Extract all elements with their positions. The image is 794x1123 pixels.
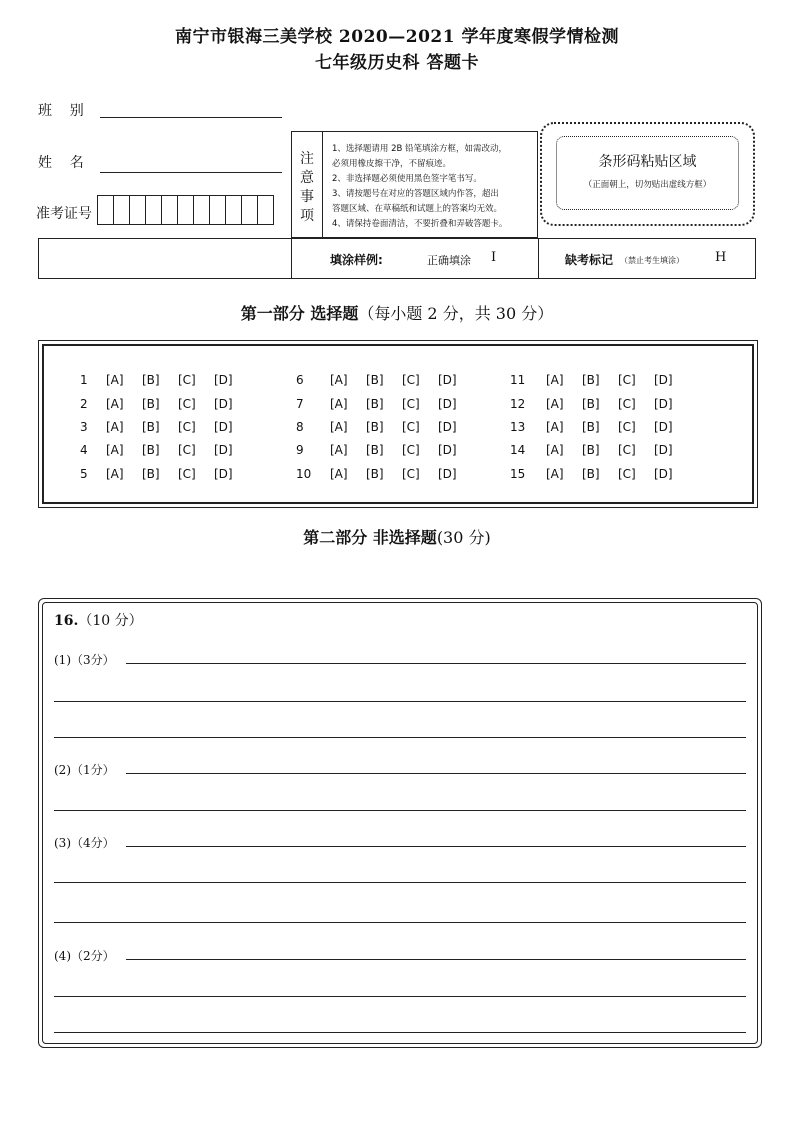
answer-option[interactable]: [B] (366, 443, 384, 457)
answer-option[interactable]: [B] (142, 420, 160, 434)
barcode-hint: （正面朝上，切勿贴出虚线方框） (583, 180, 712, 190)
id-digit-box[interactable] (161, 195, 178, 225)
answer-option[interactable]: [D] (438, 420, 457, 434)
answer-option[interactable]: [D] (214, 397, 233, 411)
answer-option[interactable]: [A] (330, 373, 348, 387)
id-digit-box[interactable] (145, 195, 162, 225)
correct-fill-label: 正确填涂 (427, 254, 471, 267)
name-field[interactable] (100, 172, 282, 173)
answer-area (42, 602, 758, 1044)
question-number: 8 (296, 420, 304, 434)
answer-line[interactable] (54, 996, 746, 997)
answer-line[interactable] (54, 922, 746, 923)
answer-options-row (106, 373, 250, 387)
answer-option[interactable]: [A] (546, 397, 564, 411)
answer-option[interactable]: [D] (214, 443, 233, 457)
answer-option[interactable]: [D] (438, 373, 457, 387)
question-number: 15 (510, 467, 526, 481)
id-digit-box[interactable] (241, 195, 258, 225)
answer-option[interactable]: [D] (214, 467, 233, 481)
answer-option[interactable]: [D] (654, 420, 673, 434)
q16-sub3-label: (3)（4分） (54, 836, 115, 850)
answer-option[interactable]: [A] (330, 443, 348, 457)
barcode-title: 条形码粘贴区域 (598, 154, 697, 170)
id-digit-box[interactable] (97, 195, 114, 225)
question-number: 14 (510, 443, 526, 457)
answer-options-row (330, 443, 474, 457)
id-label: 准考证号 (36, 206, 92, 222)
answer-option[interactable]: [C] (402, 467, 420, 481)
answer-option[interactable]: [B] (142, 397, 160, 411)
q16-sub1-label: (1)（3分） (54, 653, 115, 667)
q16-header (54, 610, 143, 630)
answer-option[interactable]: [B] (582, 443, 600, 457)
answer-option[interactable]: [C] (178, 397, 196, 411)
answer-option[interactable]: [C] (178, 467, 196, 481)
id-digit-box[interactable] (193, 195, 210, 225)
absent-label: 缺考标记 (565, 253, 614, 267)
question-number: 6 (296, 373, 304, 387)
correct-fill-mark: I (491, 250, 497, 265)
answer-line[interactable] (54, 701, 746, 702)
answer-option[interactable]: [B] (582, 373, 600, 387)
name-label: 姓 名 (38, 155, 84, 171)
answer-option[interactable]: [B] (366, 420, 384, 434)
q16-sub2-label: (2)（1分） (54, 763, 115, 777)
answer-options-row (546, 443, 690, 457)
answer-option[interactable]: [D] (438, 397, 457, 411)
notes-heading-char: 事 (300, 189, 314, 205)
answer-option[interactable]: [C] (618, 467, 636, 481)
answer-option[interactable]: [C] (178, 373, 196, 387)
part2-heading (0, 525, 794, 548)
answer-line[interactable] (54, 810, 746, 811)
answer-option[interactable]: [D] (654, 373, 673, 387)
notes-text (332, 142, 535, 232)
question-number: 11 (510, 373, 526, 387)
answer-option[interactable]: [A] (106, 397, 124, 411)
class-field[interactable] (100, 117, 282, 118)
answer-option[interactable]: [A] (106, 420, 124, 434)
part1-title: 第一部分 选择题 (240, 304, 359, 323)
answer-options-row (546, 467, 690, 481)
answer-option[interactable]: [B] (582, 397, 600, 411)
answer-option[interactable]: [B] (142, 467, 160, 481)
id-digit-box[interactable] (257, 195, 274, 225)
answer-options-row (330, 397, 474, 411)
class-label: 班 别 (38, 103, 84, 119)
question-number: 4 (80, 443, 88, 457)
answer-option[interactable]: [C] (618, 443, 636, 457)
answer-option[interactable]: [A] (330, 397, 348, 411)
notes-line: 答题区域、在草稿纸和试题上的答案均无效。 (332, 204, 503, 214)
answer-options-row (546, 373, 690, 387)
q16-score: （10 分） (78, 613, 143, 629)
answer-option[interactable]: [A] (330, 467, 348, 481)
q16-sub4-label: (4)（2分） (54, 949, 115, 963)
answer-options-row (106, 397, 250, 411)
id-number-boxes[interactable] (98, 195, 290, 225)
answer-option[interactable]: [C] (618, 420, 636, 434)
notes-heading-char: 注 (300, 151, 314, 167)
answer-option[interactable]: [A] (546, 443, 564, 457)
answer-option[interactable]: [A] (546, 420, 564, 434)
answer-option[interactable]: [B] (582, 420, 600, 434)
id-digit-box[interactable] (209, 195, 226, 225)
answer-option[interactable]: [C] (402, 420, 420, 434)
question-number: 2 (80, 397, 88, 411)
answer-line[interactable] (126, 959, 746, 960)
answer-options-row (546, 420, 690, 434)
answer-line[interactable] (126, 846, 746, 847)
part1-note: （每小题 2 分，共 30 分） (358, 304, 554, 323)
question-number: 1 (80, 373, 88, 387)
answer-option[interactable]: [C] (178, 443, 196, 457)
answer-option[interactable]: [D] (654, 443, 673, 457)
notes-line: 3、请按题号在对应的答题区域内作答，超出 (332, 189, 499, 199)
notes-heading-char: 意 (300, 170, 314, 186)
answer-option[interactable]: [C] (618, 397, 636, 411)
notes-divider (322, 131, 323, 238)
answer-options-row (330, 420, 474, 434)
id-digit-box[interactable] (177, 195, 194, 225)
barcode-area[interactable] (556, 136, 739, 210)
question-number: 5 (80, 467, 88, 481)
sample-divider-right (538, 238, 539, 279)
absent-mark-box[interactable]: H (715, 250, 727, 265)
page-title: 南宁市银海三美学校 2020—2021 学年度寒假学情检测 (175, 27, 619, 47)
answer-option[interactable]: [C] (402, 443, 420, 457)
notes-heading (296, 150, 318, 226)
id-digit-box[interactable] (113, 195, 130, 225)
answer-options-row (106, 467, 250, 481)
answer-option[interactable]: [C] (402, 397, 420, 411)
answer-option[interactable]: [A] (106, 467, 124, 481)
answer-option[interactable]: [C] (402, 373, 420, 387)
answer-option[interactable]: [B] (366, 373, 384, 387)
answer-option[interactable]: [B] (366, 467, 384, 481)
absent-hint: （禁止考生填涂） (620, 256, 684, 265)
answer-option[interactable]: [D] (438, 443, 457, 457)
answer-option[interactable]: [A] (546, 373, 564, 387)
part2-title: 第二部分 非选择题 (303, 528, 437, 547)
answer-option[interactable]: [D] (654, 467, 673, 481)
question-number: 10 (296, 467, 312, 481)
question-number: 7 (296, 397, 304, 411)
sample-divider-left (291, 238, 292, 279)
answer-option[interactable]: [C] (618, 373, 636, 387)
answer-options-row (330, 467, 474, 481)
answer-option[interactable]: [D] (438, 467, 457, 481)
notes-line: 1、选择题请用 2B 铅笔填涂方框，如需改动， (332, 144, 508, 154)
sample-label: 填涂样例: (330, 253, 383, 267)
answer-option[interactable]: [B] (142, 373, 160, 387)
answer-option[interactable]: [A] (106, 443, 124, 457)
part1-heading (0, 301, 794, 324)
notes-heading-char: 项 (300, 208, 314, 224)
answer-option[interactable]: [B] (142, 443, 160, 457)
answer-option[interactable]: [D] (214, 420, 233, 434)
answer-options-row (106, 420, 250, 434)
answer-line[interactable] (54, 737, 746, 738)
answer-line[interactable] (126, 663, 746, 664)
answer-options-row (546, 397, 690, 411)
answer-option[interactable]: [B] (582, 467, 600, 481)
answer-option[interactable]: [C] (178, 420, 196, 434)
answer-option[interactable]: [A] (330, 420, 348, 434)
answer-option[interactable]: [D] (654, 397, 673, 411)
answer-options-row (330, 373, 474, 387)
answer-option[interactable]: [A] (106, 373, 124, 387)
page-subtitle: 七年级历史科 答题卡 (315, 53, 479, 73)
id-digit-box[interactable] (225, 195, 242, 225)
notes-line: 4、请保持卷面清洁，不要折叠和弄破答题卡。 (332, 219, 508, 229)
id-digit-box[interactable] (129, 195, 146, 225)
answer-line[interactable] (54, 1032, 746, 1033)
part2-note: (30 分) (436, 528, 491, 547)
answer-options-row (106, 443, 250, 457)
answer-line[interactable] (54, 882, 746, 883)
question-number: 13 (510, 420, 526, 434)
notes-line: 2、非选择题必须使用黑色签字笔书写。 (332, 174, 482, 184)
answer-option[interactable]: [D] (214, 373, 233, 387)
answer-option[interactable]: [B] (366, 397, 384, 411)
question-number: 3 (80, 420, 88, 434)
notes-line: 必须用橡皮擦干净，不留痕迹。 (332, 159, 452, 169)
q16-number: 16. (54, 613, 79, 629)
answer-option[interactable]: [A] (546, 467, 564, 481)
question-number: 9 (296, 443, 304, 457)
answer-line[interactable] (126, 773, 746, 774)
question-number: 12 (510, 397, 526, 411)
